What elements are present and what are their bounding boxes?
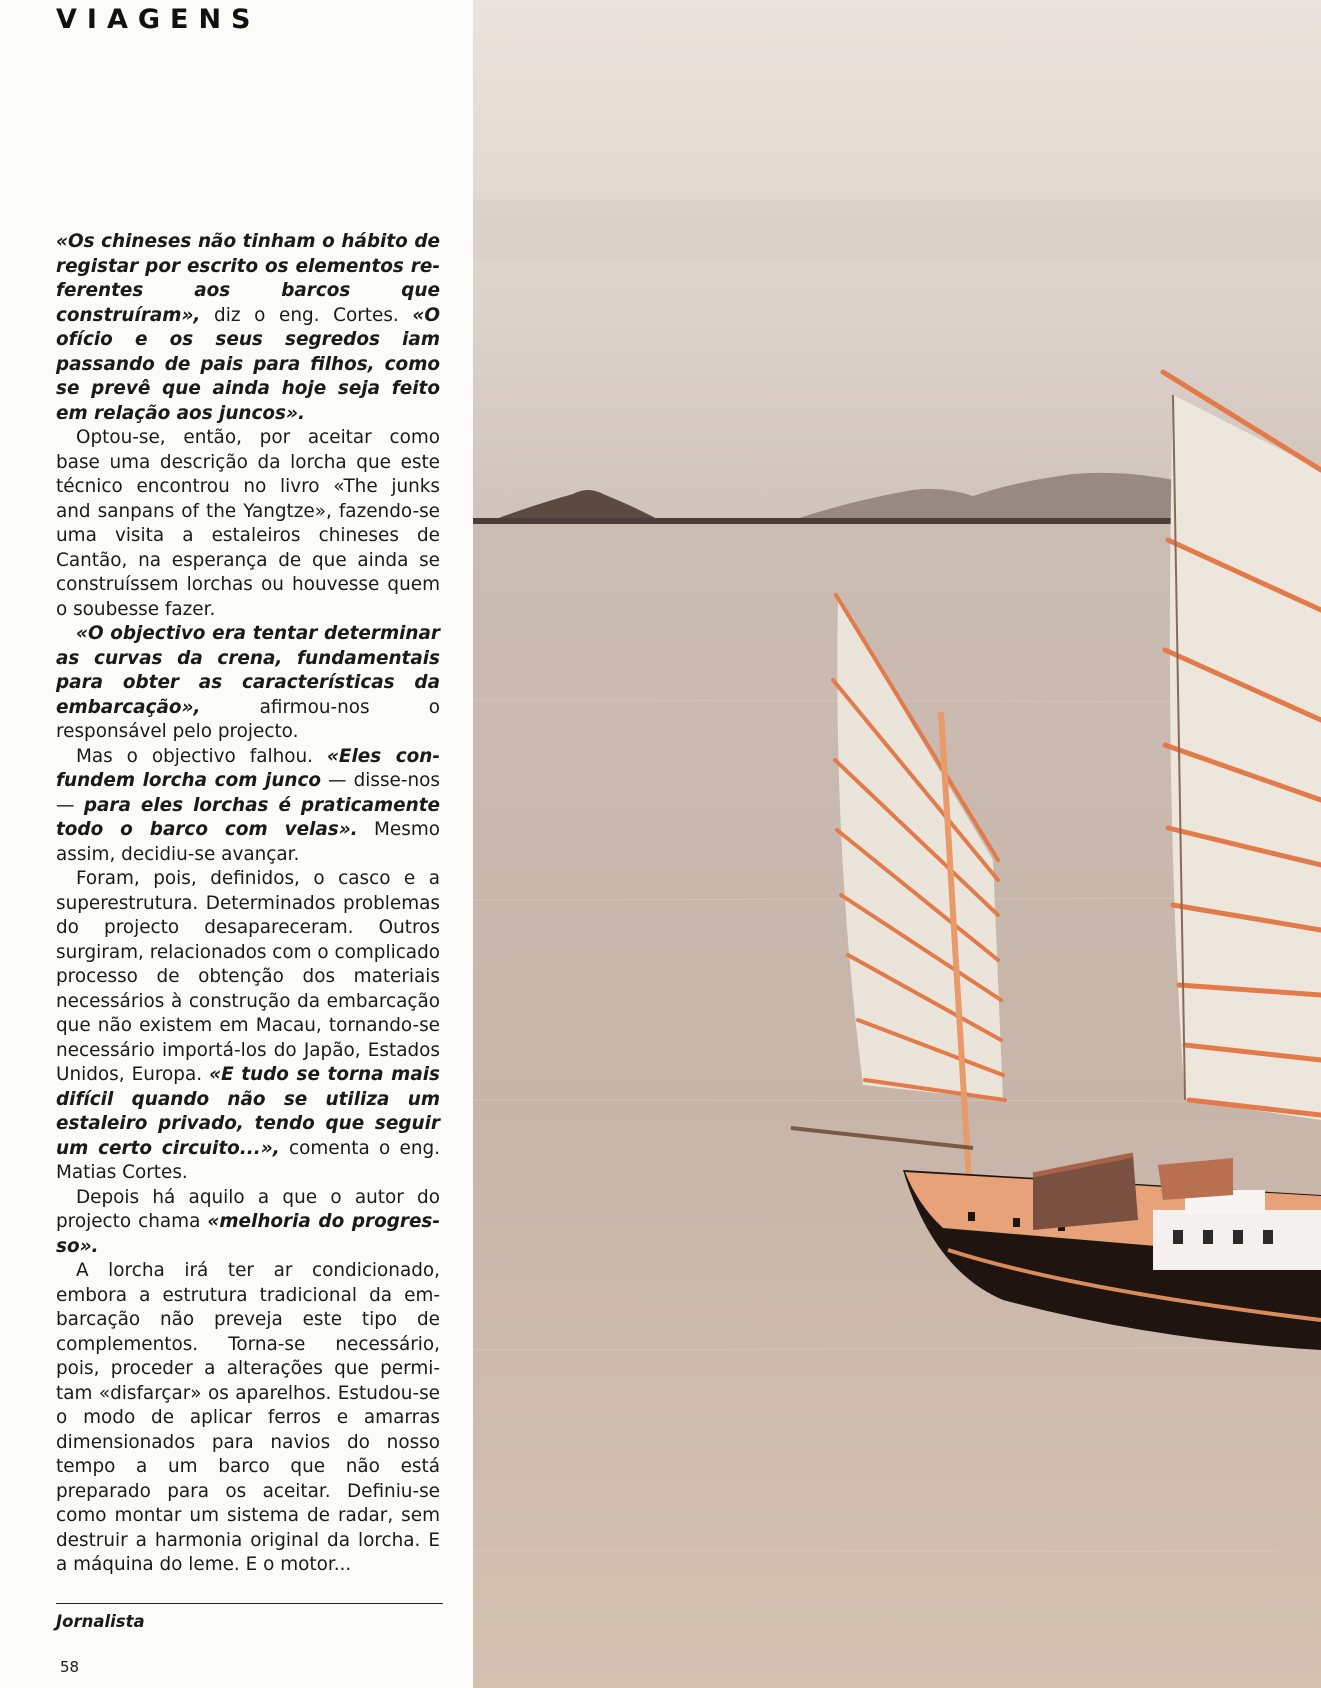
main-sail bbox=[1163, 372, 1321, 1120]
article-paragraph bbox=[56, 426, 440, 622]
body-text: Mas o objectivo falhou. bbox=[76, 745, 327, 767]
article-paragraph bbox=[56, 1186, 440, 1260]
article-paragraph bbox=[56, 745, 440, 868]
quote-text: «melhoria do progresso». bbox=[56, 1211, 441, 1257]
article-body bbox=[56, 230, 440, 1578]
body-text: afirmou-nos o responsável pelo projecto. bbox=[56, 696, 440, 742]
page-number: 58 bbox=[60, 1658, 80, 1676]
quote-text: «Os chineses não tinham o hábito de registar por escrito os elementos referentes aos barcos que construíram», bbox=[56, 231, 440, 326]
body-text: Foram, pois, definidos, o casco e a superestrutura. Determinados problemas do projecto desapareceram. Outros surgiram, relacionados com o complicado processo de obtenção dos materiais necessários à construção da embarcação que não existem em Macau, tornando-se necessário importá-los do Japão, Estados Unidos, Europa. bbox=[56, 868, 440, 1085]
body-text: A lorcha irá ter ar condicionado, embora a estrutura tradicional da embarcação não preveja este tipo de complementos. Torna-se necessário, pois, proceder a alterações que permitam «disfarçar» os aparelhos. Estudou-se o modo de aplicar ferros e amarras dimensionados para navios do nosso tempo a um barco que não está preparado para os aceitar. Definiu-se como montar um sistema de radar, sem destruir a harmonia original da lorcha. E a máquina do leme. E o motor... bbox=[56, 1260, 440, 1575]
quote-text: «Eles confundem lorcha com junco bbox=[56, 745, 440, 791]
author-role: Jornalista bbox=[56, 1612, 145, 1631]
body-text: comenta o eng. Matias Cortes. bbox=[56, 1137, 441, 1183]
quote-text: «E tudo se torna mais difícil quando não se utiliza um estaleiro privado, tendo que seguir um certo circuito...», bbox=[56, 1064, 440, 1159]
quote-text: «O objectivo era tentar determinar as curvas da crena, fundamentais para obter as características da embarcação», bbox=[56, 623, 440, 718]
article-paragraph bbox=[56, 622, 440, 745]
body-text: Depois há aquilo a que o autor do projecto chama bbox=[56, 1186, 440, 1232]
byline-divider bbox=[56, 1603, 443, 1604]
section-title: VIAGENS bbox=[56, 4, 261, 35]
article-paragraph bbox=[56, 867, 440, 1186]
quote-text: «O ofício e os seus segredos iam passando de pais para filhos, como se prevê que ainda hoje seja feito em relação aos juncos». bbox=[56, 304, 440, 424]
article-paragraph bbox=[56, 1259, 440, 1578]
quote-text: para eles lorchas é praticamente todo o barco com velas». bbox=[56, 794, 440, 840]
article-paragraph bbox=[56, 230, 440, 426]
body-text: Mesmo assim, decidiu-se avançar. bbox=[56, 819, 440, 865]
body-text: Optou-se, então, por aceitar como base uma descrição da lorcha que este técnico encontrou no livro «The junks and sanpans of the Yangtze», fazendo-se uma visita a estaleiros chineses de Cantão, na esperança de que ainda se construíssem lorchas ou houvesse quem o soubesse fazer. bbox=[56, 427, 440, 620]
junk-boat-photo bbox=[473, 0, 1321, 1688]
body-text: — disse-nos — bbox=[56, 770, 440, 816]
body-text: diz o eng. Cortes. bbox=[200, 304, 413, 326]
